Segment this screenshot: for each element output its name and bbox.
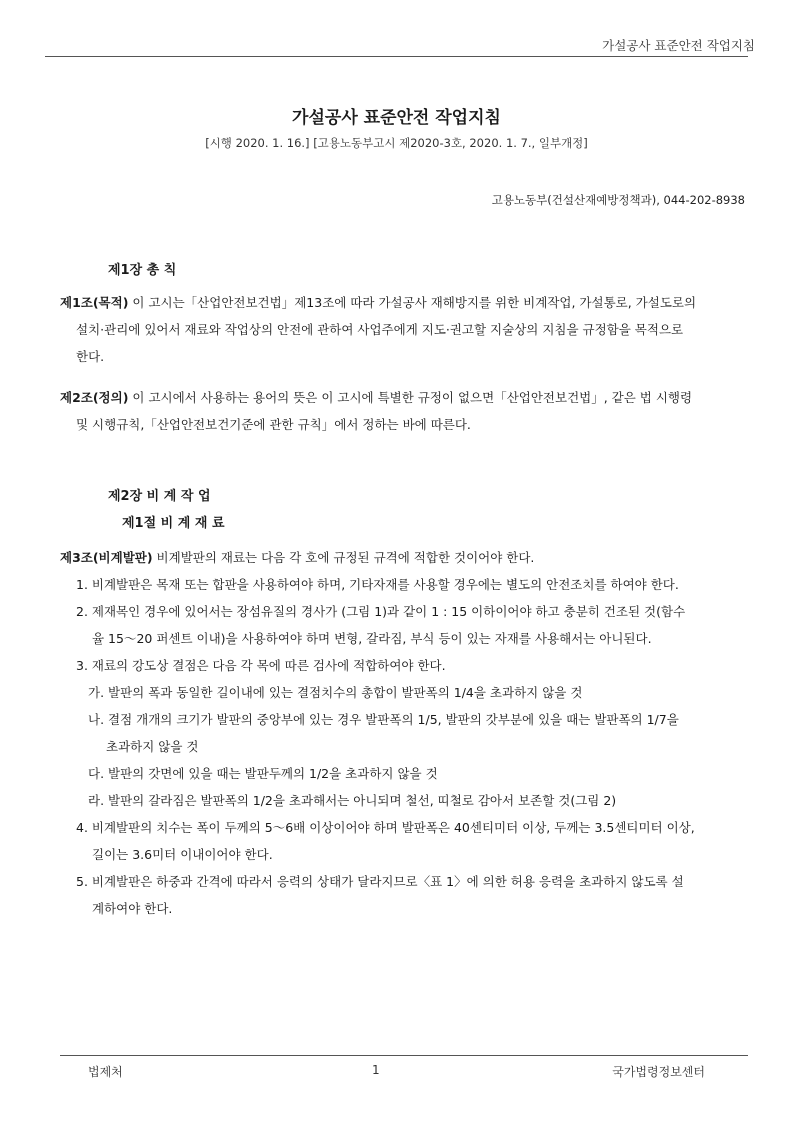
- article-3-item-4-cont: 길이는 3.6미터 이내이어야 한다.: [92, 847, 273, 862]
- article-3-subitem-da: 다. 발판의 갓면에 있을 때는 발판두께의 1/2을 초과하지 않을 것: [88, 766, 438, 781]
- article-3-intro: 비계발판의 재료는 다음 각 호에 규정된 규격에 적합한 것이어야 한다.: [152, 550, 535, 565]
- article-2-label: 제2조(정의): [60, 390, 129, 405]
- article-3-item-5: 5. 비계발판은 하중과 간격에 따라서 응력의 상태가 달라지므로〈표 1〉에 의한 허용 응력을 초과하지 않도록 설: [76, 874, 684, 889]
- article-3-item-2-cont: 율 15～20 퍼센트 이내)을 사용하여야 하며 변형, 갈라짐, 부식 등이 있는 자재를 사용해서는 아니된다.: [92, 631, 652, 646]
- article-2-text-2: 및 시행규칙,「산업안전보건기준에 관한 규칙」에서 정하는 바에 따른다.: [76, 417, 471, 432]
- chapter-2-heading: 제2장 비 계 작 업: [108, 489, 211, 504]
- page-number: 1: [372, 1063, 380, 1077]
- article-1-text-3: 한다.: [76, 349, 105, 364]
- article-3-subitem-ra: 라. 발판의 갈라짐은 발판폭의 1/2을 초과해서는 아니되며 철선, 띠철로 감아서 보존할 것(그림 2): [88, 793, 617, 808]
- article-3-subitem-ga: 가. 발판의 폭과 동일한 길이내에 있는 결점치수의 총합이 발판폭의 1/4을 초과하지 않을 것: [88, 685, 583, 700]
- article-3-item-5-cont: 계하여야 한다.: [92, 901, 173, 916]
- article-3: [60, 544, 745, 922]
- article-1-text-1: 이 고시는「산업안전보건법」제13조에 따라 가설공사 재해방지를 위한 비계작업, 가설통로, 가설도로의: [128, 295, 697, 310]
- running-header: 가설공사 표준안전 작업지침: [602, 38, 755, 53]
- section-1-heading: 제1절 비 계 재 료: [122, 516, 225, 531]
- article-3-item-2: 2. 제재목인 경우에 있어서는 장섬유질의 경사가 (그림 1)과 같이 1 : 15 이하이어야 하고 충분히 건조된 것(함수: [76, 604, 686, 619]
- article-3-item-3: 3. 재료의 강도상 결점은 다음 각 목에 따른 검사에 적합하여야 한다.: [76, 658, 446, 673]
- article-1-text-2: 설치·관리에 있어서 재료와 작업상의 안전에 관하여 사업주에게 지도·권고할 지술상의 지침을 규정함을 목적으로: [76, 322, 684, 337]
- article-2: [60, 384, 745, 438]
- footer-publisher: 국가법령정보센터: [612, 1065, 705, 1079]
- article-3-subitem-na-cont: 초과하지 않을 것: [106, 739, 199, 754]
- chapter-1-heading: 제1장 총 칙: [108, 263, 177, 278]
- ministry-contact: 고용노동부(건설산재예방정책과), 044-202-8938: [491, 193, 745, 207]
- footer-divider: [60, 1055, 748, 1056]
- article-3-item-1: 1. 비계발판은 목재 또는 합판을 사용하여야 하며, 기타자재를 사용할 경우에는 별도의 안전조치를 하여야 한다.: [76, 577, 679, 592]
- article-1: [60, 289, 745, 370]
- article-2-text-1: 이 고시에서 사용하는 용어의 뜻은 이 고시에 특별한 규정이 없으면「산업안전보건법」, 같은 법 시행령: [128, 390, 693, 405]
- document-subtitle: [시행 2020. 1. 16.] [고용노동부고시 제2020-3호, 2020. 1. 7., 일부개정]: [205, 136, 588, 150]
- header-divider: [45, 56, 748, 57]
- article-3-label: 제3조(비계발판): [60, 550, 153, 565]
- article-1-label: 제1조(목적): [60, 295, 129, 310]
- article-3-subitem-na: 나. 결점 개개의 크기가 발판의 중앙부에 있는 경우 발판폭의 1/5, 발판의 갓부분에 있을 때는 발판폭의 1/7을: [88, 712, 679, 727]
- article-3-item-4: 4. 비계발판의 치수는 폭이 두께의 5～6배 이상이어야 하며 발판폭은 40센티미터 이상, 두께는 3.5센티미터 이상,: [76, 820, 695, 835]
- footer-source: 법제처: [88, 1065, 123, 1079]
- document-title: 가설공사 표준안전 작업지침: [292, 108, 501, 128]
